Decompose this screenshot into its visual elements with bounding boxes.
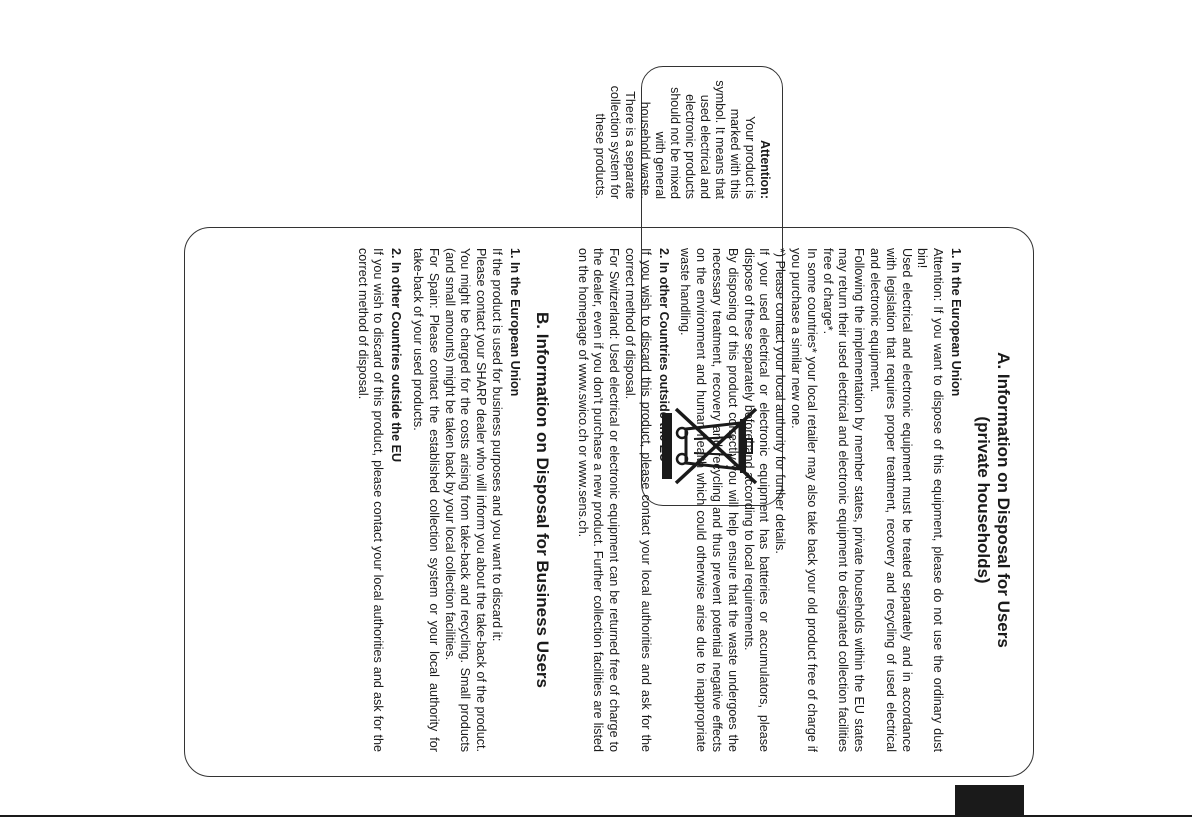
attention-panel <box>593 66 1081 208</box>
section-a-other-p1: If you wish to discard this product, please contact your local authorities and ask for the correct method of disposal. <box>623 248 653 752</box>
section-b-title: B. Information on Disposal for Business Users <box>532 312 552 688</box>
attention-body: Your product is marked with this symbol. It means that used electrical and electronic products should not be mixed with general household waste. There is a separate collection system for these products. <box>593 80 757 199</box>
section-b-eu-heading: 1. In the European Union <box>507 248 522 397</box>
disposal-info-content <box>184 227 1034 777</box>
section-a-title-line1: A. Information on Disposal for Users <box>994 352 1013 648</box>
section-a-title-line2: (private households) <box>974 416 993 584</box>
section-a-other-p2: For Switzerland: Used electrical or electronic equipment can be returned free of charge to the dealer, even if you don't purchase a new product. Further collection facilities are listed on the homepage of www.swico.ch or www.sens.ch. <box>575 248 622 752</box>
section-b-other-heading: 2. In other Countries outside the EU <box>389 248 404 463</box>
page-tab-marker <box>955 785 1024 817</box>
disposal-info-rotated <box>184 227 1034 777</box>
section-b-eu-p3: For Spain: Please contact the established collection system or your local authority for take-back of your used products. <box>411 248 441 752</box>
section-a-eu-p1: Attention: If you want to dispose of this equipment, please do not use the ordinary dust bin! <box>915 248 946 752</box>
section-b-other-p1: If you wish to discard of this product, please contact your local authorities and ask for the correct method of disposal. <box>355 248 386 752</box>
section-a-eu-p7: By disposing of this product correctly you will help ensure that the waste undergoes the necessary treatment, recovery and recycling and thus prevent potential negative effects on the environment and human health which could otherwise arise due to inappropriate waste handling. <box>678 248 740 752</box>
bottom-rule <box>0 815 1192 817</box>
section-a-title <box>973 248 1013 752</box>
attention-text-block <box>592 79 772 199</box>
section-a-eu-p5: *) Please contact your local authority for further details. <box>773 248 788 554</box>
section-a-eu-p4: In some countries* your local retailer may also take back your old product free of charge if you purchase a similar new one. <box>789 248 819 752</box>
disposal-info-panel <box>184 227 1034 777</box>
section-a-eu-p3: Following the implementation by member states, private households within the EU states may return their used electrical and electronic equipment to designated collection facilities free of charge*. <box>820 248 867 752</box>
section-a-eu-heading: 1. In the European Union <box>949 248 963 397</box>
section-a-eu-p2: Used electrical and electronic equipment must be treated separately and in accordance with legislation that requires proper treatment, recovery and recycling of used electrical and electronic equipment. <box>868 248 914 752</box>
section-a-eu-p6: If your used electrical or electronic equipment has batteries or accumulators, please dispose of these separately beforehand according to local requirements. <box>741 248 772 752</box>
section-b-eu-p2: Please contact your SHARP dealer who will inform you about the take-back of the product. You might be charged for the costs arising from take-back and recycling. Small products (and small amounts) might be taken back by your local collection facilities. <box>442 248 489 752</box>
section-a-other-heading: 2. In other Countries outside the EU <box>656 248 671 463</box>
attention-title: Attention: <box>758 139 772 199</box>
section-b-eu-p1: If the product is used for business purposes and you want to discard it: <box>490 248 505 642</box>
